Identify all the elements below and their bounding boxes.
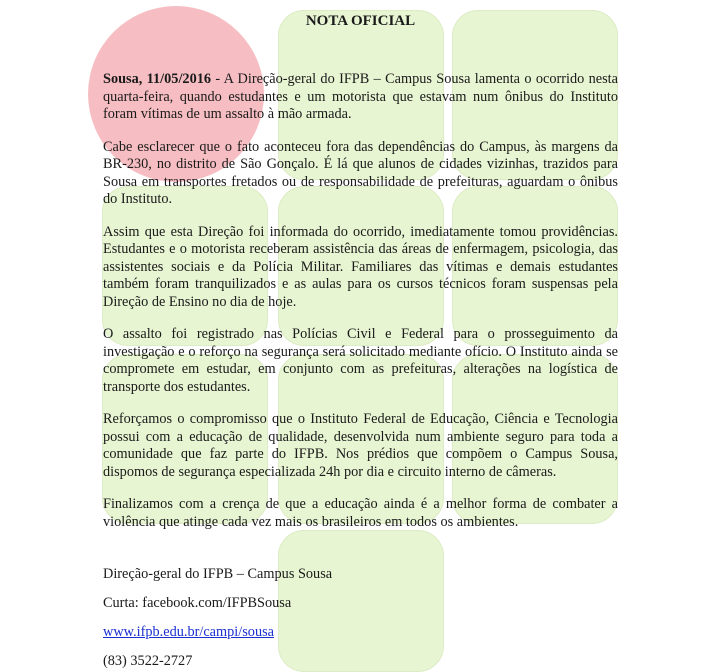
document-title: NOTA OFICIAL	[305, 13, 416, 29]
signature-phone: (83) 3522-2727	[103, 653, 193, 669]
date-location-lead: Sousa, 11/05/2016	[103, 71, 212, 87]
signature-organization: Direção-geral do IFPB – Campus Sousa	[103, 566, 333, 582]
website-link[interactable]: www.ifpb.edu.br/campi/sousa	[103, 624, 274, 640]
paragraph-commitment: Reforçamos o compromisso que o Instituto Federal de Educação, Ciência e Tecnologia possui com a educação de qualidade, desenvolvida num ambiente seguro para toda a comunidade que faz parte do IFPB. Nos prédios que compõem o Campus Sousa, dispomos de segurança especializada 24h por dia e circuito interno de câmeras.	[103, 411, 618, 480]
paragraph-intro	[103, 71, 618, 124]
paragraph-closing: Finalizamos com a crença de que a educação ainda é a melhor forma de combater a violência que atinge cada vez mais os brasileiros em todos os ambientes.	[103, 496, 618, 530]
paragraph-actions-taken: Assim que esta Direção foi informada do ocorrido, imediatamente tomou providências. Estudantes e o motorista receberam assistência das áreas de enfermagem, psicologia, das assistentes sociais e da Polícia Militar. Familiares das vítimas e demais estudantes também foram tranquilizados e as aulas para os cursos técnicos foram suspensas pela Direção de Ensino no dia de hoje.	[103, 223, 618, 310]
paragraph-intro-text: - A Direção-geral do IFPB – Campus Sousa lamenta o ocorrido nesta quarta-feira, quando estudantes e um motorista que estavam num ônibus do Instituto foram vítimas de um assalto à mão armada.	[103, 71, 618, 122]
signature-facebook: Curta: facebook.com/IFPBSousa	[103, 595, 292, 611]
official-note-document	[103, 0, 618, 670]
paragraph-clarification: Cabe esclarecer que o fato aconteceu fora das dependências do Campus, às margens da BR-230, no distrito de São Gonçalo. É lá que alunos de cidades vizinhas, trazidos para Sousa em transportes fretados ou de responsabilidade de prefeituras, aguardam o ônibus do Instituto.	[103, 138, 618, 207]
paragraph-police-report: O assalto foi registrado nas Polícias Civil e Federal para o prosseguimento da investigação e o reforço na segurança será solicitado mediante ofício. O Instituto ainda se compromete em estudar, em conjunto com as prefeituras, alterações na logística de transporte dos estudantes.	[103, 326, 618, 395]
